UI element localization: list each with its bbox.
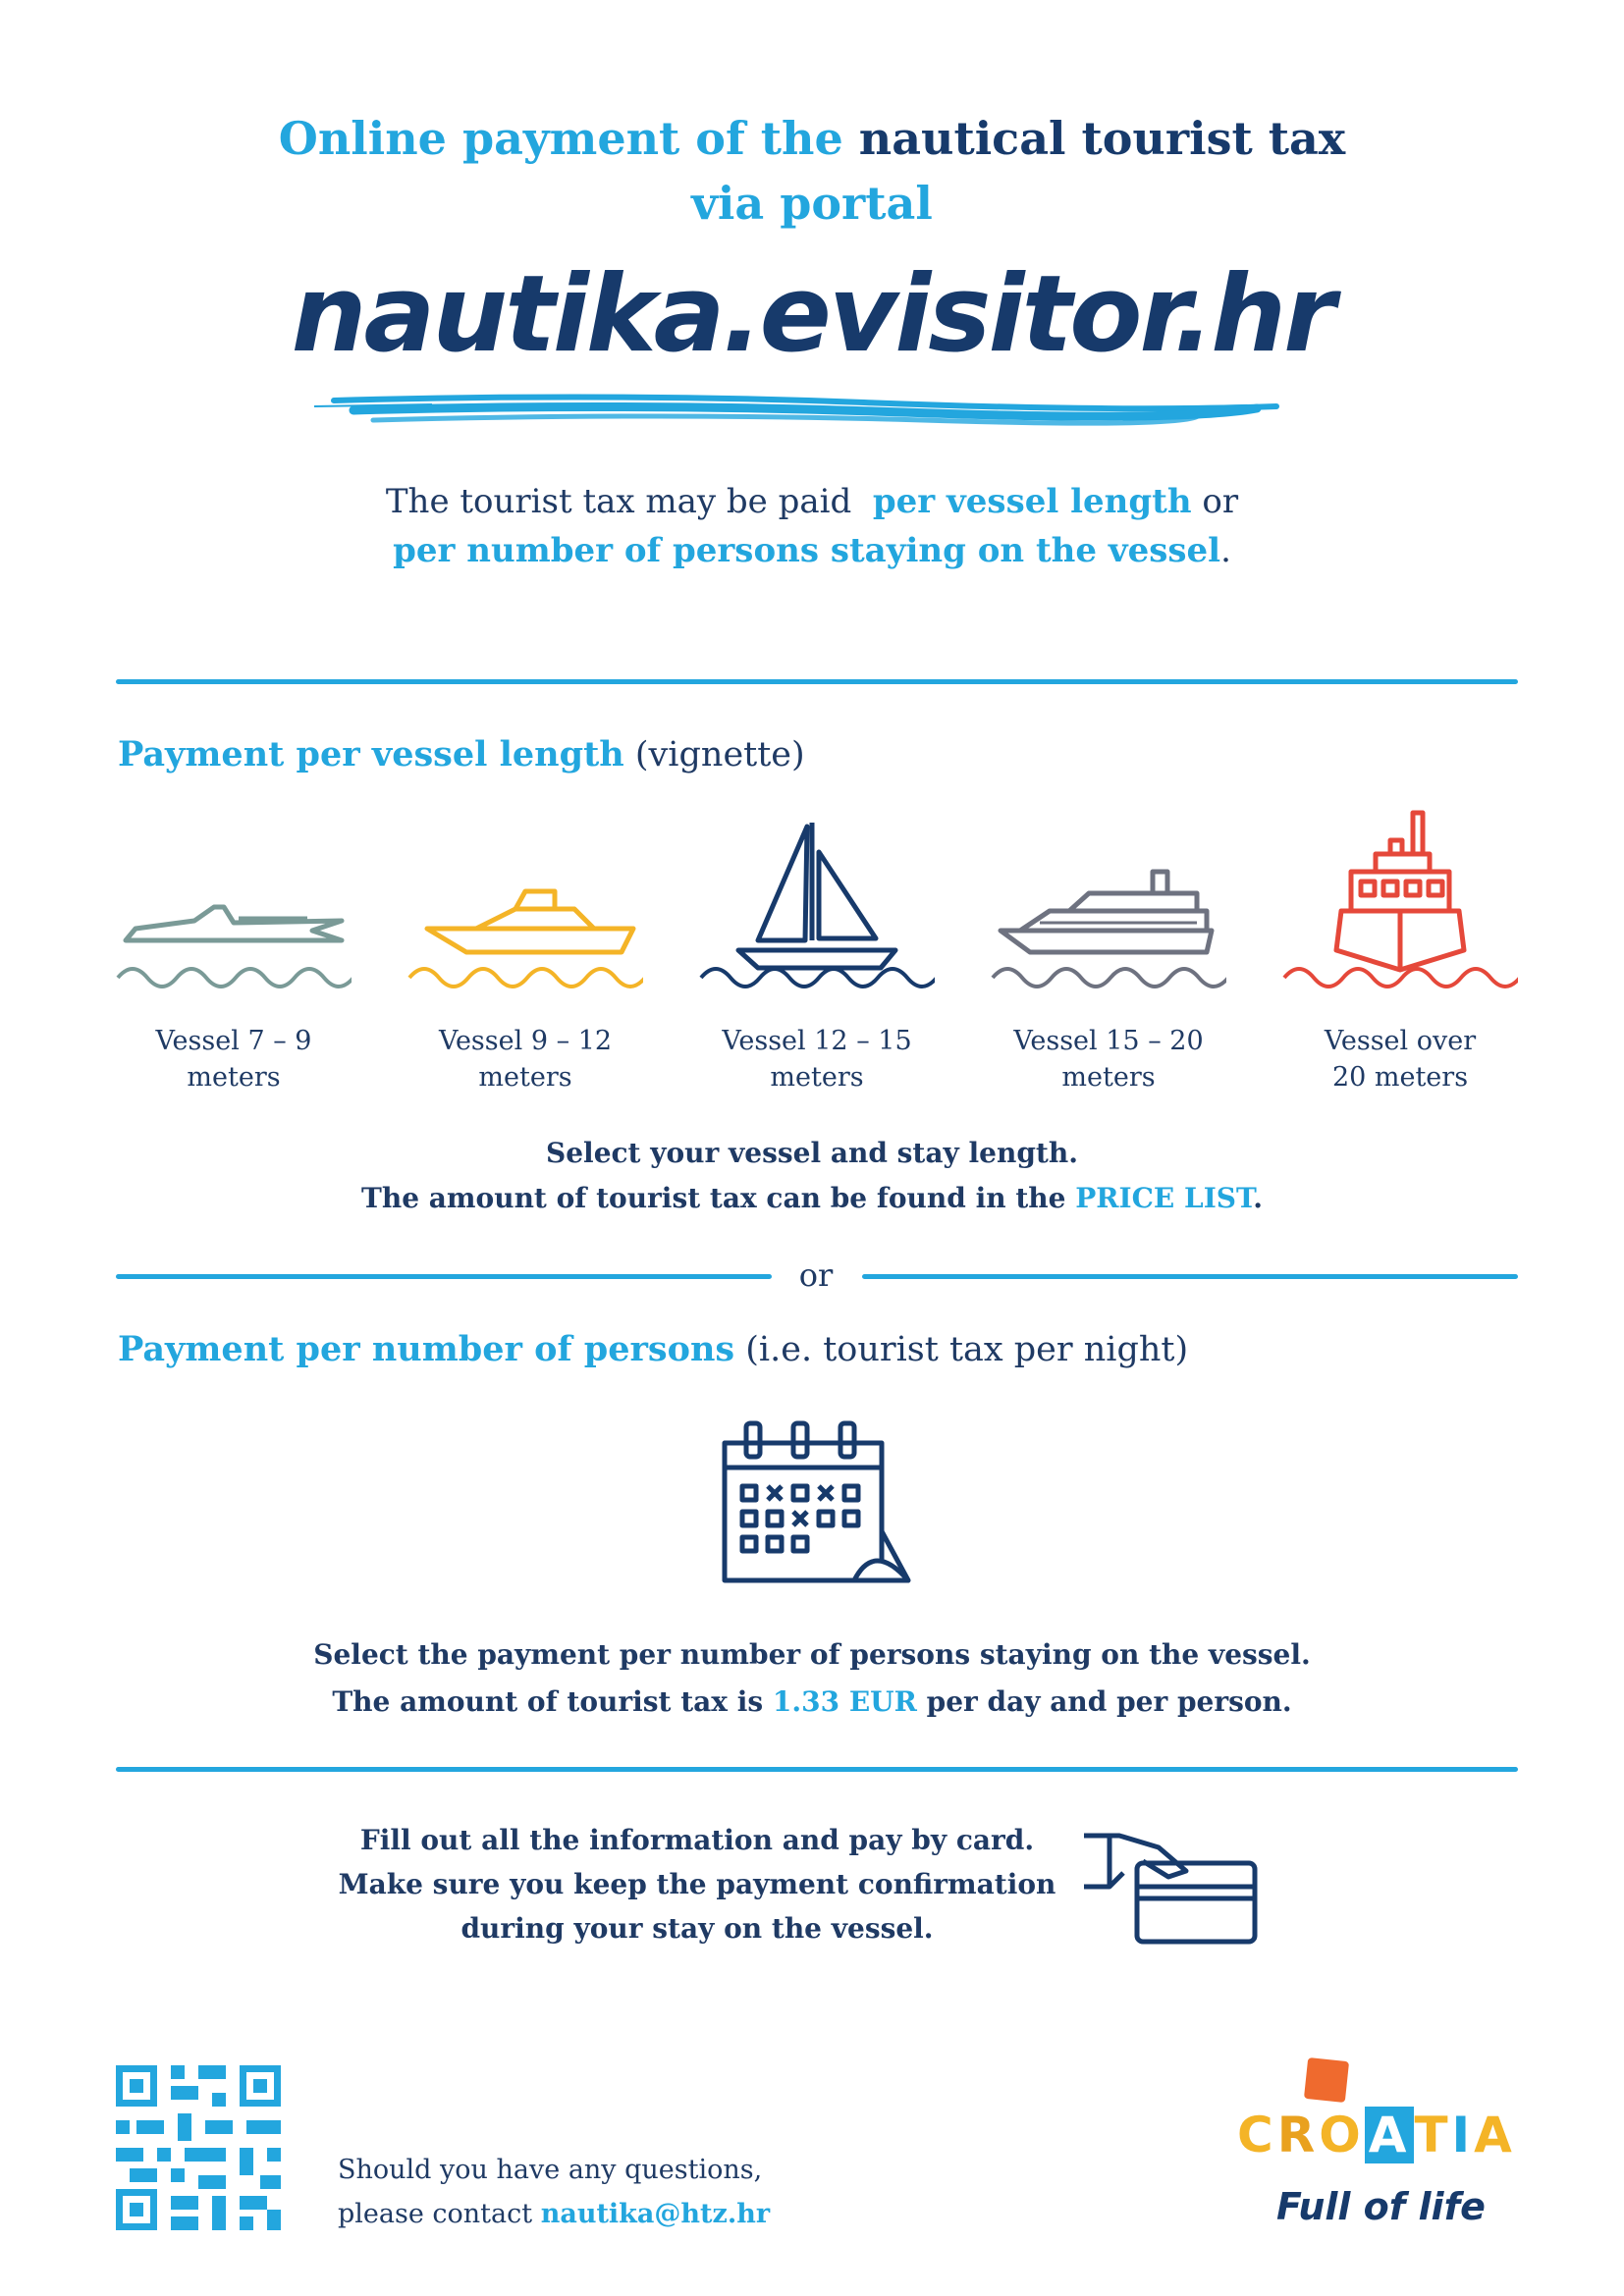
payment-line3: during your stay on the vessel. bbox=[460, 1912, 934, 1945]
or-separator: or bbox=[798, 1256, 834, 1294]
persons-line2-start: The amount of tourist tax is bbox=[332, 1685, 764, 1718]
tax-amount: 1.33 EUR bbox=[772, 1685, 917, 1718]
persons-heading bbox=[118, 1329, 1188, 1369]
divider-or-right bbox=[862, 1274, 1518, 1279]
vignette-heading-rest: (vignette) bbox=[634, 735, 805, 774]
contact-line1: Should you have any questions, bbox=[338, 2155, 763, 2185]
persons-line1: Select the payment per number of persons staying on the vessel. bbox=[313, 1638, 1311, 1671]
motorboat-icon[interactable] bbox=[116, 813, 352, 989]
persons-heading-bold: Payment per number of persons bbox=[118, 1329, 735, 1369]
sailboat-icon[interactable] bbox=[699, 813, 935, 989]
contact-email-link[interactable]: nautika@htz.hr bbox=[540, 2199, 771, 2229]
contact-line2: please contact bbox=[338, 2199, 533, 2229]
card-payment-icon bbox=[1080, 1826, 1267, 1953]
calendar-icon bbox=[717, 1414, 913, 1590]
persons-instruction bbox=[0, 1631, 1624, 1726]
vignette-instruction-line2: The amount of tourist tax can be found in the bbox=[361, 1182, 1066, 1214]
intro-or: or bbox=[1202, 482, 1239, 521]
vessel-caption-line1: Vessel 7 – 9 bbox=[155, 1026, 312, 1056]
vessel-caption-line1: Vessel over bbox=[1324, 1026, 1477, 1056]
ship-icon[interactable] bbox=[1282, 803, 1518, 989]
vessel-caption-line2: meters bbox=[187, 1062, 281, 1093]
page-title bbox=[0, 106, 1624, 236]
intro-per-vessel-length: per vessel length bbox=[872, 482, 1192, 521]
vessel-caption-line1: Vessel 12 – 15 bbox=[722, 1026, 912, 1056]
contact-text bbox=[338, 2148, 770, 2236]
price-list-link[interactable]: PRICE LIST bbox=[1075, 1182, 1254, 1214]
vessel-caption-line2: 20 meters bbox=[1331, 1062, 1469, 1093]
cruiser-icon[interactable] bbox=[991, 813, 1226, 989]
logo-tagline: Full of life bbox=[1276, 2185, 1486, 2228]
persons-line2-end: per day and per person. bbox=[926, 1685, 1292, 1718]
vignette-heading-bold: Payment per vessel length bbox=[118, 734, 624, 774]
vessel-caption-line2: meters bbox=[770, 1062, 864, 1093]
vessel-caption-15-20 bbox=[991, 1023, 1226, 1095]
vessel-caption-line2: meters bbox=[478, 1062, 572, 1093]
persons-heading-rest: (i.e. tourist tax per night) bbox=[745, 1330, 1189, 1369]
vignette-heading bbox=[118, 734, 805, 774]
vignette-instruction-end: . bbox=[1253, 1182, 1263, 1214]
intro-per-persons: per number of persons staying on the vessel bbox=[393, 531, 1221, 570]
title-line2: via portal bbox=[691, 177, 933, 230]
logo-wordmark: CROATIA bbox=[1237, 2107, 1516, 2163]
yacht-icon[interactable] bbox=[407, 813, 643, 989]
divider-bottom bbox=[116, 1767, 1518, 1772]
intro-text bbox=[0, 477, 1624, 575]
payment-line1: Fill out all the information and pay by card. bbox=[359, 1824, 1035, 1856]
intro-text1: The tourist tax may be paid bbox=[385, 482, 852, 521]
vessel-caption-7-9 bbox=[116, 1023, 352, 1095]
brush-stroke-decoration bbox=[314, 391, 1296, 430]
divider-or-left bbox=[116, 1274, 772, 1279]
vessel-caption-9-12 bbox=[407, 1023, 643, 1095]
portal-url-link[interactable]: nautika.evisitor.hr bbox=[291, 253, 1333, 376]
logo-sun-square bbox=[1304, 2057, 1349, 2103]
vessel-caption-line1: Vessel 9 – 12 bbox=[438, 1026, 613, 1056]
vessel-caption-line2: meters bbox=[1061, 1062, 1156, 1093]
vignette-instruction-line1: Select your vessel and stay length. bbox=[546, 1137, 1078, 1169]
croatia-logo bbox=[1237, 2059, 1522, 2256]
vessel-caption-line1: Vessel 15 – 20 bbox=[1013, 1026, 1204, 1056]
payment-line2: Make sure you keep the payment confirmation bbox=[338, 1868, 1056, 1900]
vessel-caption-over-20 bbox=[1282, 1023, 1518, 1095]
title-part1: Online payment of the bbox=[278, 112, 843, 165]
payment-instruction bbox=[334, 1818, 1060, 1950]
qr-code-icon[interactable] bbox=[116, 2065, 281, 2230]
intro-period: . bbox=[1220, 531, 1231, 570]
divider-top bbox=[116, 679, 1518, 684]
title-part2: nautical tourist tax bbox=[858, 112, 1346, 165]
vessel-caption-12-15 bbox=[699, 1023, 935, 1095]
vignette-instruction bbox=[0, 1131, 1624, 1221]
